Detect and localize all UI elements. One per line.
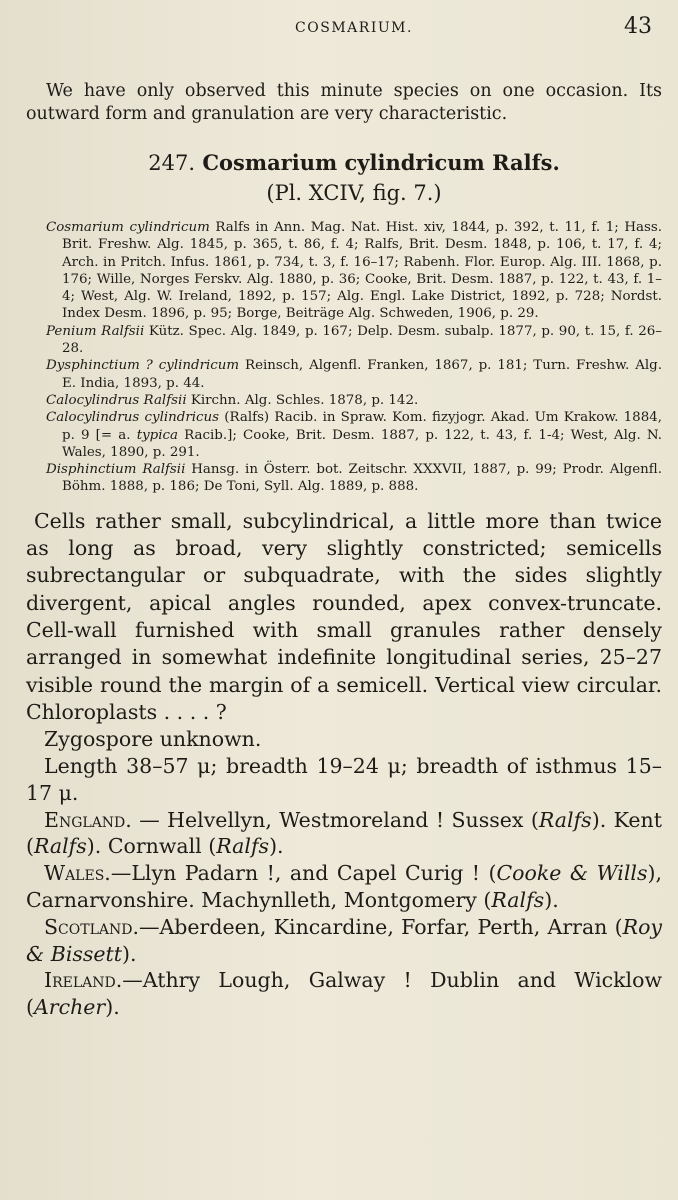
distribution-ireland (26, 967, 662, 1021)
synonym-citation: Ralfs in Ann. Mag. Nat. Hist. xiv, 1844, p. 392, t. 11, f. 1; Hass. Brit. Freshw. Alg. 1845, p. 365, t. 86, f. 4; Ralfs, Brit. Desm. 1848, p. 106, t. 17, f. 4; Arch. in Pritch. Infus. 1861, p. 734, t. 3, f. 16–17; Rabenh. Flor. Europ. Alg. III. 1868, p. 176; Wille, Norges Ferskv. Alg. 1880, p. 36; Cooke, Brit. Desm. 1887, p. 122, t. 43, f. 1–4; West, Alg. W. Ireland, 1892, p. 157; Alg. Engl. Lake District, 1892, p. 728; Nordst. Index Desm. 1896, p. 95; Borge, Beiträge Alg. Schweden, 1906, p. 29. (62, 220, 662, 322)
synonym-entry (26, 392, 662, 409)
synonym-citation: Kirchn. Alg. Schles. 1878, p. 142. (186, 392, 419, 408)
locality-text: ). Kent ( (26, 807, 662, 859)
intro-paragraph: We have only observed this minute species on one occasion. Its outward form and granulation are very characteristic. (26, 81, 662, 124)
species-name: Cosmarium cylindricum (202, 150, 485, 175)
locality-text: ). Cornwall ( (86, 834, 217, 859)
region-label-wales: Wales. (44, 861, 111, 886)
synonym-citation: Hansg. in Österr. bot. Zeitschr. XXXVII, 1887, p. 99; Prodr. Algenfl. Böhm. 1888, p. 186; De Toni, Syll. Alg. 1889, p. 888. (62, 462, 662, 495)
collector-name: Ralfs (216, 834, 270, 859)
distribution-england (26, 807, 662, 861)
collector-name: Cooke & Wills (496, 861, 648, 886)
measurements: Length 38–57 μ; breadth 19–24 μ; breadth of isthmus 15–17 μ. (26, 753, 662, 805)
species-author: Ralfs. (492, 150, 560, 175)
synonym-name: Dysphinctium ? cylindricum (46, 358, 240, 374)
synonym-name: Disphinctium Ralfsii (46, 462, 186, 478)
locality-text: ). (122, 941, 137, 966)
synonym-name: Penium Ralfsii (46, 323, 145, 339)
synonym-name: Calocylindrus Ralfsii (46, 392, 187, 408)
synonym-citation: Reinsch, Algenfl. Franken, 1867, p. 181; Turn. Freshw. Alg. E. India, 1893, p. 44. (62, 358, 662, 391)
collector-name: Ralfs (491, 887, 545, 912)
synonym-name: Calocylindrus cylindricus (46, 410, 220, 426)
running-title: COSMARIUM. (295, 20, 413, 36)
running-head (26, 14, 662, 50)
collector-name: Ralfs (538, 807, 592, 832)
collector-name: Roy & Bissett (26, 914, 662, 966)
locality-text: ). (105, 995, 120, 1020)
region-label-england: England. (44, 807, 132, 832)
locality-text: — Helvellyn, Westmoreland ! Sussex ( (131, 807, 539, 832)
synonym-entry (26, 323, 662, 358)
locality-text: —Athry Lough, Galway ! Dublin and Wicklow ( (26, 968, 662, 1020)
species-description: Cells rather small, subcylindrical, a little more than twice as long as broad, very slightly constricted; semicells subrectangular or subquadrate, with the sides slightly divergent, apical angles rounded, apex convex-truncate. Cell-wall furnished with small granules rather densely arranged in somewhat indefinite longitudinal series, 25–27 visible round the margin of a semicell. Vertical view circular. Chloroplasts . . . . ? (26, 508, 662, 724)
zygospore-note: Zygospore unknown. (44, 727, 262, 752)
page-number: 43 (624, 14, 652, 39)
species-heading (26, 150, 662, 175)
locality-text: —Llyn Padarn !, and Capel Curig ! ( (110, 861, 497, 886)
synonym-entry (26, 461, 662, 496)
locality-text: —Aberdeen, Kincardine, Forfar, Perth, Arran ( (138, 914, 623, 939)
synonym-citation: Kütz. Spec. Alg. 1849, p. 167; Delp. Desm. subalp. 1877, p. 90, t. 15, f. 26–28. (62, 323, 662, 357)
collector-name: Ralfs (34, 834, 87, 859)
species-number: 247. (148, 151, 195, 175)
synonym-citation: (Ralfs) Racib. in Spraw. Kom. fizyjogr. Akad. Um Krakow. 1884, p. 9 [= a. (62, 410, 662, 443)
locality-text: ). (269, 834, 284, 859)
synonym-entry (26, 357, 662, 392)
synonym-entry (26, 219, 662, 323)
synonymy-list (26, 219, 662, 496)
synonym-name: Cosmarium cylindricum (46, 220, 210, 235)
collector-name: Archer (34, 995, 106, 1020)
region-label-ireland: Ireland. (44, 968, 123, 993)
distribution-wales (26, 860, 662, 914)
distribution-scotland (26, 914, 662, 968)
region-label-scotland: Scotland. (44, 914, 139, 939)
synonym-citation-cont: Racib.]; Cooke, Brit. Desm. 1887, p. 122, t. 43, f. 1-4; West, Alg. N. Wales, 1890, p. 291. (62, 427, 662, 460)
synonym-entry (26, 409, 662, 461)
locality-text: ). (544, 887, 559, 912)
locality-text: ), Carnarvonshire. Machynlleth, Montgomery ( (26, 861, 662, 912)
plate-reference: (Pl. XCIV, fig. 7.) (266, 181, 442, 205)
variety-name: typica (136, 427, 178, 443)
